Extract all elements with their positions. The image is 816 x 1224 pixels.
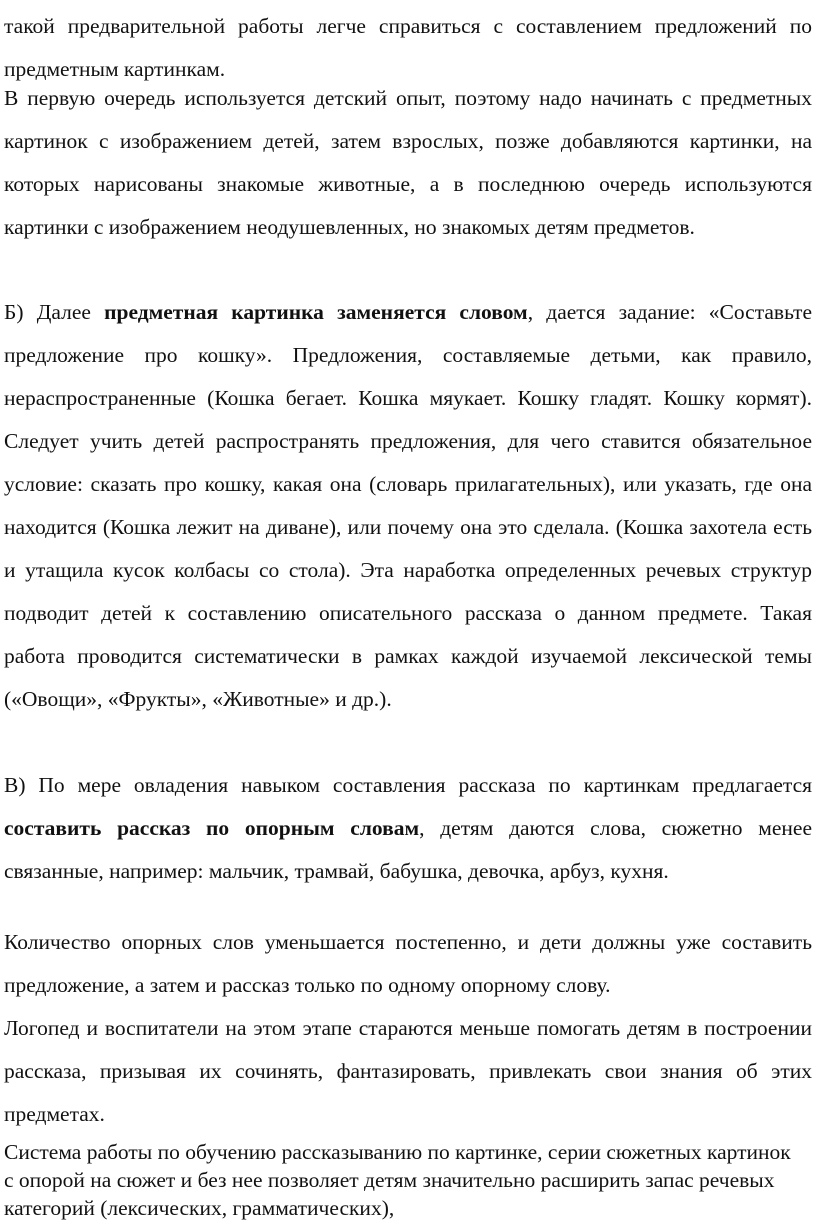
paragraph-4-emphasis: составить рассказ по опорным словам (4, 816, 420, 840)
paragraph-3-lead: Б) Далее (4, 300, 105, 324)
paragraph-1: такой предварительной работы легче справиться с составлением предложений по предметным картинкам. (4, 14, 812, 81)
paragraph-3-body: , дается задание: «Составьте предложение про кошку». Предложения, составляемые детьми, как правило, нераспространенные (Кошка бегает. Кошка мяукает. Кошку гладят. Кошку кормят). Следует учить детей распространять предложения, для чего ставится обязательное условие: сказать про кошку, какая она (словарь прилагательных), или указать, где она находится (Кошка лежит на диване), или почему она это сделала. (Кошка захотела есть и утащила кусок колбасы со стола). Эта наработка определенных речевых структур подводит детей к составлению описательного рассказа о данном предмете. Такая работа проводится систематически в рамках каждой изучаемой лексической темы («Овощи», «Фрукты», «Животные» и др.). (4, 300, 812, 711)
paragraph-2: В первую очередь используется детский опыт, поэтому надо начинать с предметных картинок с изображением детей, затем взрослых, позже добавляются картинки, на которых нарисованы знакомые животные, а в последнюю очередь используются картинки с изображением неодушевленных, но знакомых детям предметов. (4, 86, 812, 239)
paragraph-6: Логопед и воспитатели на этом этапе стараются меньше помогать детям в построении рассказа, призывая их сочинять, фантазировать, привлекать свои знания об этих предметах. (4, 1016, 812, 1126)
paragraph-4-lead: В) По мере овладения навыком составления рассказа по картинкам предлагается (4, 773, 812, 797)
paragraph-5: Количество опорных слов уменьшается постепенно, и дети должны уже составить предложение, а затем и рассказ только по одному опорному слову. (4, 930, 812, 997)
paragraph-3 (4, 291, 812, 721)
paragraph-3-emphasis: предметная картинка заменяется словом (104, 300, 528, 324)
paragraph-4-body: , детям даются слова, сюжетно менее связанные, например: мальчик, трамвай, бабушка, девочка, арбуз, кухня. (4, 816, 812, 883)
paragraph-7: Система работы по обучению рассказыванию по картинке, серии сюжетных картинок с опорой на сюжет и без нее позволяет детям значительно расширить запас речевых категорий (лексических, грамматических), (4, 1140, 791, 1220)
paragraph-4 (4, 764, 812, 893)
